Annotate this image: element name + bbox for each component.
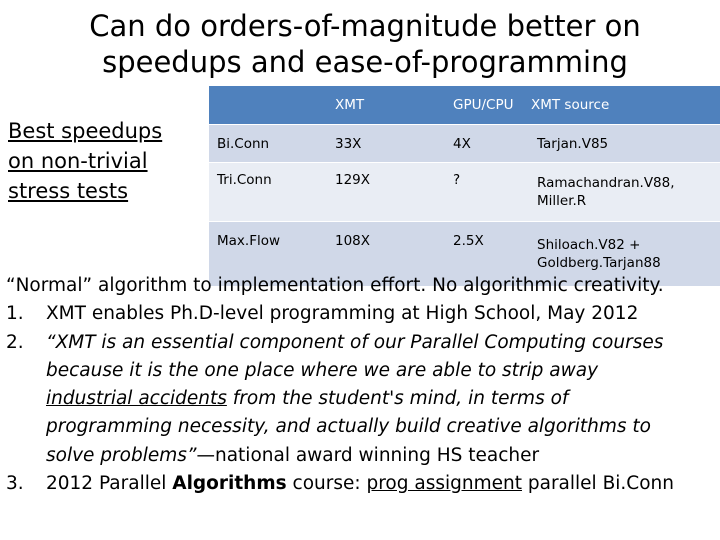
- quote-line-5: [6, 442, 716, 470]
- list-item-1: [6, 300, 716, 328]
- table-header-row: [209, 86, 720, 125]
- header-cell-xmt: XMT: [327, 86, 445, 125]
- quote-end: solve problems”: [46, 444, 197, 466]
- cell-algorithm: Bi.Conn: [209, 125, 327, 163]
- table-row: [209, 125, 720, 163]
- quote-line-2: because it is the one place where we are able to strip away: [46, 359, 599, 381]
- source-line-2: Miller.R: [537, 193, 587, 209]
- cell-algorithm: Tri.Conn: [209, 163, 327, 222]
- cell-gpu-speedup: 2.5X: [445, 222, 529, 287]
- cell-gpu-speedup: 4X: [445, 125, 529, 163]
- underlined-phrase: industrial accidents: [46, 388, 227, 410]
- list-number: 1.: [6, 303, 24, 325]
- source-line-2: Goldberg.Tarjan88: [537, 255, 661, 271]
- body-text: [6, 272, 716, 498]
- list-number: 2.: [6, 331, 24, 353]
- list-item-text: XMT enables Ph.D-level programming at High School, May 2012: [46, 303, 639, 325]
- title-line-1: Can do orders-of-magnitude better on: [89, 9, 641, 43]
- source-line-1: Ramachandran.V88,: [537, 175, 675, 191]
- cell-algorithm: Max.Flow: [209, 222, 327, 287]
- quote-line-1: “XMT is an essential component of our Parallel Computing courses: [46, 331, 664, 353]
- item3-part-c: parallel Bi.Conn: [521, 473, 674, 495]
- quote-line-3: [6, 385, 716, 413]
- quote-attribution: —national award winning HS teacher: [196, 444, 540, 466]
- intro-line: “Normal” algorithm to implementation effort. No algorithmic creativity.: [6, 275, 664, 296]
- slide-title: [20, 8, 710, 80]
- header-cell-gpu-cpu: GPU/CPU: [445, 86, 529, 125]
- header-cell-blank: [209, 86, 327, 125]
- quote-line-4: programming necessity, and actually build creative algorithms to: [46, 416, 651, 438]
- side-line-1: Best speedups: [8, 119, 163, 143]
- side-heading: [8, 116, 208, 206]
- quote-line-3-rest: from the student's mind, in terms of: [226, 388, 569, 410]
- item3-part-a: 2012 Parallel: [46, 473, 173, 495]
- item3-bold: Algorithms: [172, 473, 287, 495]
- list-item-2: [6, 329, 716, 357]
- cell-source: [529, 163, 720, 222]
- speedup-table: [209, 86, 720, 286]
- cell-xmt-speedup: 33X: [327, 125, 445, 163]
- list-item-3: [6, 470, 716, 498]
- cell-xmt-speedup: 108X: [327, 222, 445, 287]
- source-line-1: Shiloach.V82 +: [537, 237, 641, 253]
- item3-part-b: course:: [286, 473, 367, 495]
- item3-underlined: prog assignment: [366, 473, 522, 495]
- cell-source: [529, 125, 720, 163]
- side-line-3: stress tests: [8, 179, 129, 203]
- title-line-2: speedups and ease-of-programming: [102, 45, 628, 79]
- side-line-2: on non-trivial: [8, 149, 148, 173]
- header-cell-xmt-source: XMT source: [529, 86, 720, 125]
- list-number: 3.: [6, 473, 24, 495]
- cell-xmt-speedup: 129X: [327, 163, 445, 222]
- source-line-1: Tarjan.V85: [537, 135, 609, 152]
- table-row: [209, 163, 720, 222]
- cell-gpu-speedup: ?: [445, 163, 529, 222]
